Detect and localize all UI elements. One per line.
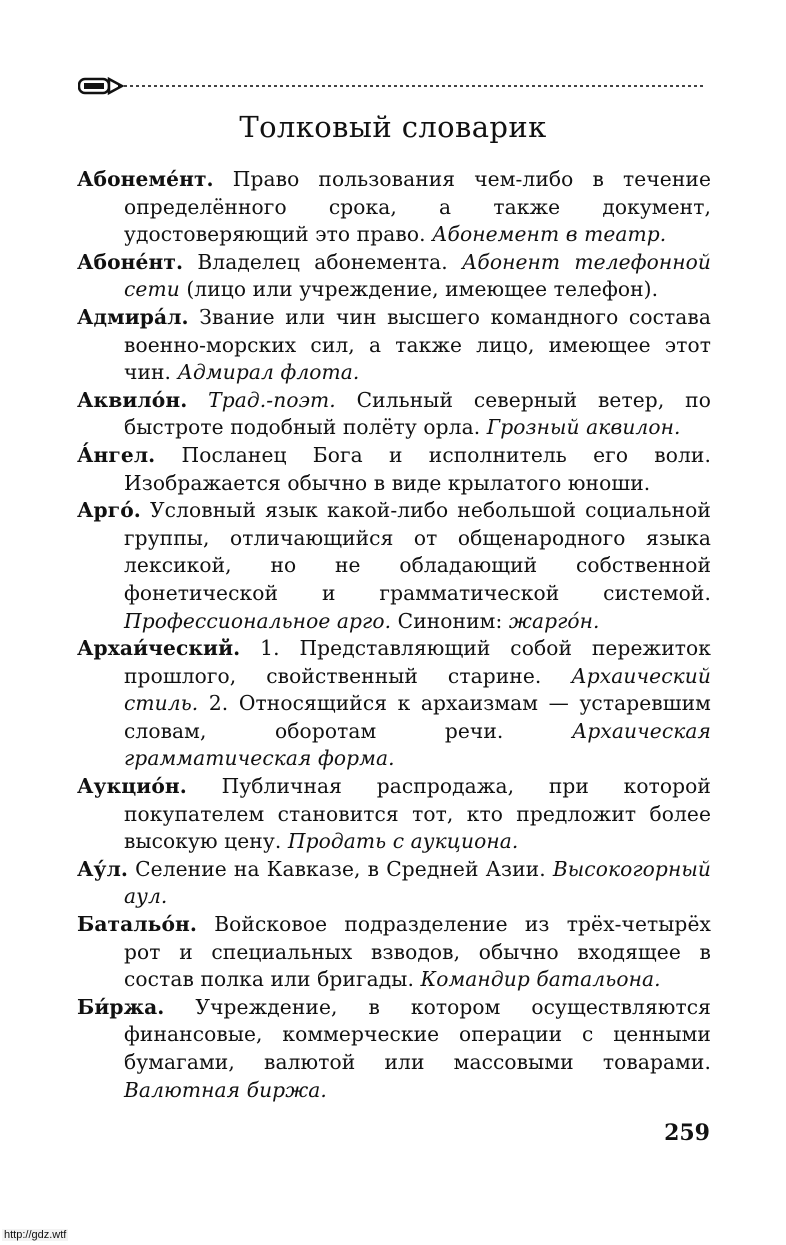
dictionary-entry	[77, 304, 711, 387]
entry-synonym: жарго́н.	[508, 608, 600, 633]
entry-example: Профессиональное арго.	[124, 608, 392, 633]
entry-headword: Аквило́н.	[77, 387, 188, 412]
entry-example: Продать с аукциона.	[287, 829, 519, 854]
dictionary-entry	[77, 166, 711, 249]
entry-definition: Право пользования чем-либо в течение определённого срока, а также документ, удостоверяющий это право.	[124, 167, 711, 247]
dictionary-entry	[77, 635, 711, 773]
entry-example: Абонемент в театр.	[432, 222, 667, 247]
entry-headword: А́нгел.	[77, 442, 156, 467]
pencil-icon	[78, 74, 126, 98]
entry-definition: Владелец абонемента.	[183, 249, 463, 274]
entry-usage-mark: Трад.-поэт.	[187, 387, 336, 412]
entry-definition: Учреждение, в котором осуществляются финансовые, коммерческие операции с ценными бумагами, валютой или массовыми товарами.	[124, 994, 711, 1074]
watermark-url[interactable]: http://gdz.wtf	[4, 1229, 67, 1241]
entry-headword: Архаи́ческий.	[77, 636, 241, 661]
entry-definition: 1. Представляющий собой пережиток прошлого, свойственный старине.	[124, 636, 711, 688]
entry-headword: Абоне́нт.	[77, 249, 184, 274]
entry-example-2: Архаическая грамматическая форма.	[124, 718, 711, 771]
dictionary-entry	[77, 773, 711, 856]
entry-headword: Ау́л.	[77, 856, 129, 881]
entry-headword: Абонеме́нт.	[77, 167, 214, 191]
entry-definition: Сильный северный ветер, по быстроте подобный полёту орла.	[124, 387, 711, 440]
entry-headword: Батальо́н.	[77, 912, 198, 937]
entry-example: Валютная биржа.	[124, 1077, 327, 1102]
page-title: Толковый словарик	[239, 110, 547, 144]
dictionary-entry	[77, 442, 711, 497]
entry-definition: Посланец Бога и исполнитель его воли. Изображается обычно в виде крылатого юноши.	[124, 442, 711, 495]
entry-example: Абонент телефонной сети	[124, 249, 711, 302]
entry-definition: Войсковое подразделение из трёх-четырёх рот и специальных взводов, обычно входящее в состав полка или бригады.	[124, 912, 711, 992]
entry-definition: Условный язык какой-либо небольшой социальной группы, отличающийся от общенародного языка лексикой, но не обладающий собственной фонетической и грамматической системой.	[124, 498, 711, 605]
entry-synonym-label: Синоним:	[391, 608, 509, 633]
entry-headword: Аукцио́н.	[77, 774, 187, 799]
dictionary-entry	[77, 249, 711, 304]
entry-definition: Селение на Кавказе, в Средней Азии.	[128, 856, 553, 881]
entry-example: Командир батальона.	[420, 967, 661, 992]
dictionary-entry	[77, 994, 711, 1104]
page-number: 259	[664, 1120, 710, 1146]
dictionary-entry	[77, 911, 711, 994]
entry-definition-2: 2. Относящийся к архаизмам — устаревшим словам, оборотам речи.	[124, 691, 711, 743]
entry-definition: Звание или чин высшего командного состава военно-морских сил, а также лицо, имеющее этот чин.	[124, 304, 711, 385]
entry-definition: Публичная распродажа, при которой покупателем становится тот, кто предложит более высокую цену.	[124, 774, 711, 854]
entry-example: Высокогорный аул.	[124, 856, 711, 909]
entry-example: Грозный аквилон.	[486, 415, 681, 440]
dictionary-entry	[77, 387, 711, 442]
dictionary-entry	[77, 856, 711, 911]
header-ornament	[78, 74, 706, 98]
entry-headword: Би́ржа.	[77, 994, 165, 1019]
dictionary-entry	[77, 497, 711, 635]
entry-example: Адмирал флота.	[177, 360, 360, 385]
entry-example: Архаический стиль.	[124, 663, 711, 716]
header-dotted-line	[124, 85, 706, 87]
entry-note: (лицо или учреждение, имеющее телефон).	[179, 277, 659, 302]
dictionary-entries	[77, 166, 711, 1104]
entry-headword: Адмира́л.	[77, 304, 189, 329]
entry-headword: Арго́.	[77, 498, 141, 523]
